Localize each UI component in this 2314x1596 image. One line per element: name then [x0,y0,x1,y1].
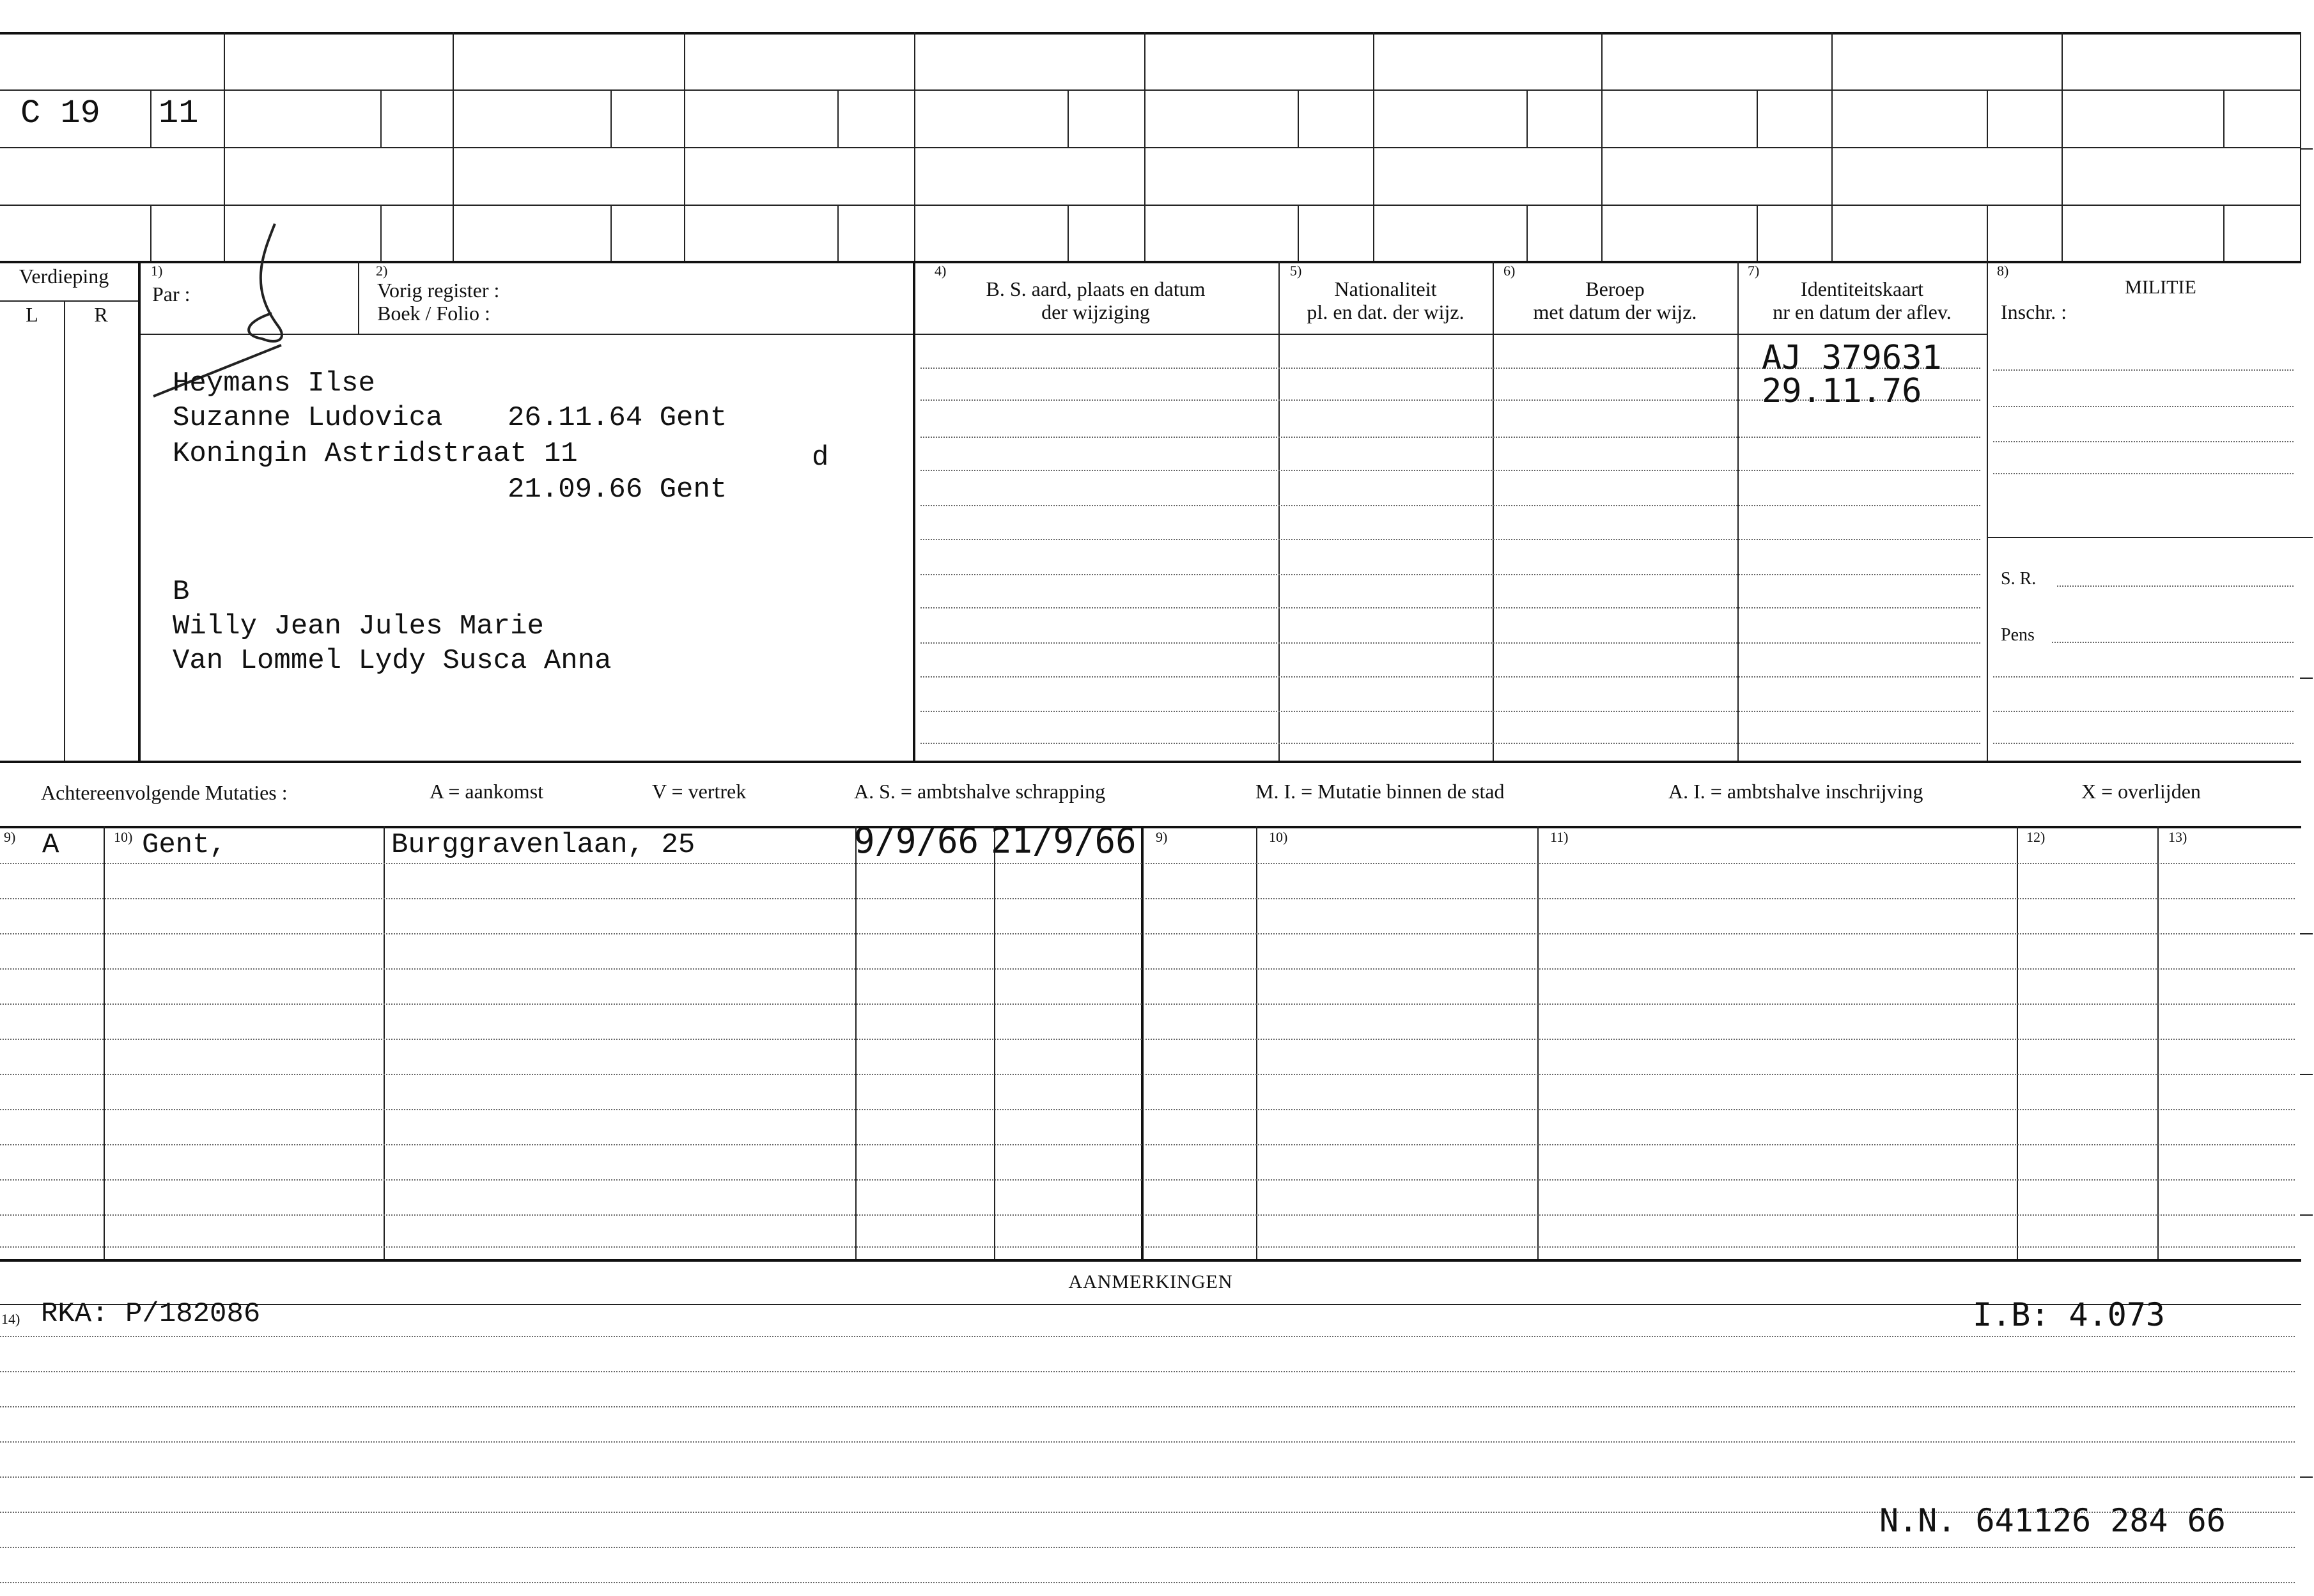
par-number: 1) [151,263,163,279]
remarks-rka: RKA: P/182086 [41,1298,261,1330]
id-label-2: nr en datum der aflev. [1773,300,1952,323]
vorig-register-label: Vorig register : [377,279,500,302]
militie-sr: S. R. [2001,569,2037,589]
nat-label-2: pl. en dat. der wijz. [1307,300,1464,323]
militie-number: 8) [1997,263,2009,279]
person-birth: 26.11.64 Gent [508,402,727,434]
bs-label-2: der wijziging [1041,300,1150,323]
person-marker: d [812,442,829,474]
identity-card-date: 29.11.76 [1762,372,1922,410]
mut-col10b-number: 10) [1269,829,1288,845]
verdieping-left: L [26,303,38,326]
par-label: Par : [152,283,190,306]
mutation-date-2: 21/9/66 [991,821,1137,861]
person-surname: Heymans Ilse [173,368,375,399]
mut-col9b-number: 9) [1156,829,1168,845]
id-number: 7) [1748,263,1760,279]
militie-pens: Pens [2001,625,2035,645]
person-address: Koningin Astridstraat 11 [173,438,578,470]
mutation-type: A [42,829,59,861]
mut-col11-number: 11) [1550,829,1569,845]
bs-number: 4) [935,263,947,279]
remarks-ib: I.B: 4.073 [1973,1296,2166,1333]
legend-x: X = overlijden [2081,780,2201,803]
mutation-street: Burggravenlaan, 25 [391,829,695,861]
remarks-title: AANMERKINGEN [1068,1271,1233,1292]
mutation-date-1: 9/9/66 [854,821,979,861]
beroep-number: 6) [1503,263,1516,279]
legend-v: V = vertrek [652,780,747,803]
id-label-1: Identiteitskaart [1801,277,1923,300]
legend-title: Achtereenvolgende Mutaties : [41,781,288,804]
legend-ai: A. I. = ambtshalve inschrijving [1668,780,1923,803]
militie-title: MILITIE [2125,277,2196,298]
militie-inschr: Inschr. : [2001,300,2067,323]
boek-folio-label: Boek / Folio : [377,302,490,325]
nat-number: 5) [1290,263,1302,279]
verdieping-right: R [94,303,108,326]
legend-mi: M. I. = Mutatie binnen de stad [1255,780,1505,803]
mutation-city: Gent, [142,829,227,861]
mother-name: Van Lommel Lydy Susca Anna [173,645,612,677]
person-address-date: 21.09.66 Gent [508,474,727,506]
person-given-names: Suzanne Ludovica [173,402,443,434]
register-code: C 19 [20,95,100,132]
vorig-number: 2) [376,263,388,279]
mut-col12-number: 12) [2026,829,2046,845]
legend-as: A. S. = ambtshalve schrapping [854,780,1106,803]
legend-a: A = aankomst [430,780,544,803]
nat-label-1: Nationaliteit [1334,277,1437,300]
beroep-label-1: Beroep [1585,277,1645,300]
parent-marker: B [173,576,190,608]
mut-col10-number: 10) [114,829,133,845]
bs-label-1: B. S. aard, plaats en datum [986,277,1206,300]
verdieping-label: Verdieping [19,265,109,288]
register-number: 11 [159,95,199,132]
remarks-number: 14) [1,1311,20,1327]
beroep-label-2: met datum der wijz. [1533,300,1697,323]
mut-col13-number: 13) [2168,829,2187,845]
mut-col9-number: 9) [4,829,16,845]
identity-card-number: AJ 379631 [1762,339,1942,377]
national-number: N.N. 641126 284 66 [1879,1502,2226,1539]
father-name: Willy Jean Jules Marie [173,610,544,642]
